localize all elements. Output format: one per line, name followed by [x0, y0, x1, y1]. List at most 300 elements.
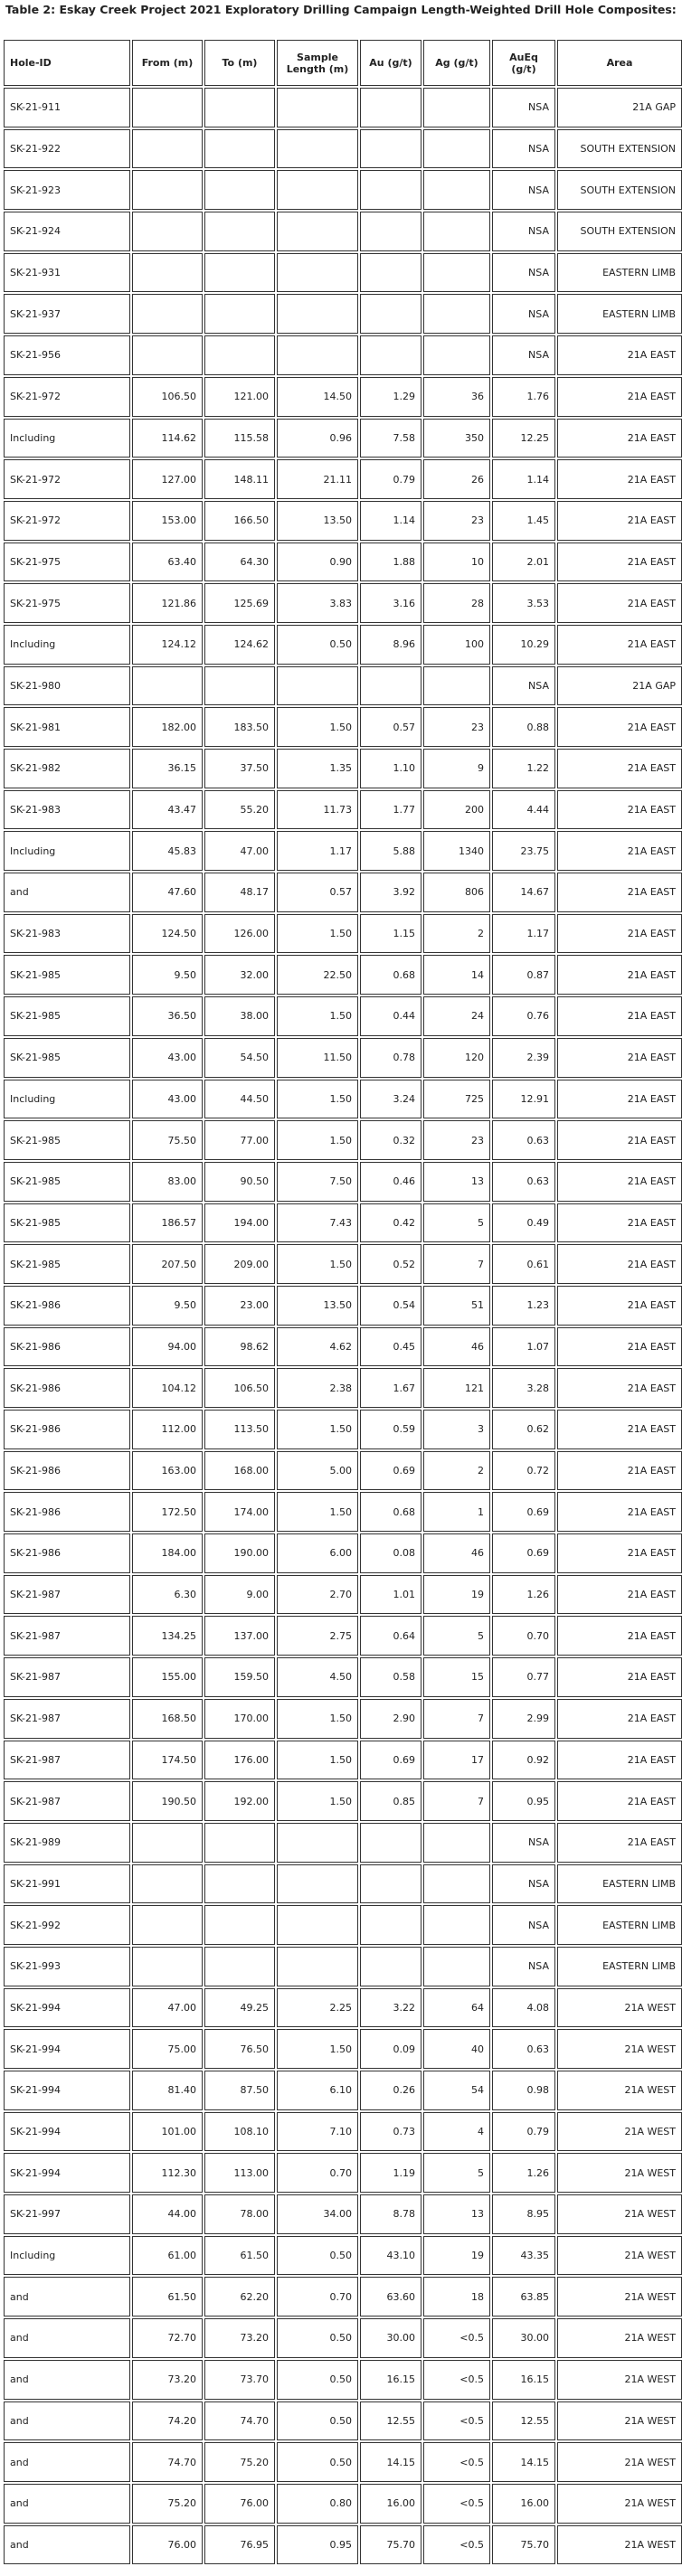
ag-cell: 5: [423, 2153, 490, 2193]
area-cell: 21A EAST: [557, 1616, 682, 1656]
from-cell: 127.00: [132, 459, 203, 499]
ag-cell: 26: [423, 459, 490, 499]
aueq-cell: 1.14: [492, 459, 555, 499]
ag-cell: 46: [423, 1327, 490, 1367]
sample-length-cell: [277, 666, 358, 706]
from-cell: [132, 335, 203, 375]
au-cell: 0.46: [360, 1162, 422, 1202]
sample-length-cell: 0.70: [277, 2153, 358, 2193]
au-cell: 1.67: [360, 1368, 422, 1408]
ag-cell: 1: [423, 1492, 490, 1532]
hole-id-cell: Including: [4, 831, 130, 871]
aueq-cell: 0.95: [492, 1781, 555, 1821]
aueq-cell: 0.98: [492, 2071, 555, 2110]
aueq-cell: NSA: [492, 129, 555, 169]
from-cell: 112.30: [132, 2153, 203, 2193]
hole-id-cell: SK-21-924: [4, 212, 130, 251]
ag-cell: [423, 1823, 490, 1863]
ag-cell: 54: [423, 2071, 490, 2110]
from-cell: 134.25: [132, 1616, 203, 1656]
hole-id-cell: and: [4, 2277, 130, 2317]
area-cell: EASTERN LIMB: [557, 1905, 682, 1945]
table-row: [4, 170, 682, 210]
sample-length-cell: 0.80: [277, 2484, 358, 2524]
table-row: [4, 1162, 682, 1202]
from-cell: 74.20: [132, 2401, 203, 2441]
from-cell: 43.00: [132, 1080, 203, 1119]
drill-hole-composites-table: [2, 38, 682, 2566]
table-row: [4, 996, 682, 1036]
sample-length-cell: 0.50: [277, 2442, 358, 2482]
area-cell: 21A EAST: [557, 335, 682, 375]
table-row: [4, 2029, 682, 2069]
hole-id-cell: SK-21-992: [4, 1905, 130, 1945]
ag-cell: <0.5: [423, 2318, 490, 2358]
area-cell: 21A EAST: [557, 1244, 682, 1284]
area-cell: 21A WEST: [557, 2153, 682, 2193]
table-row: [4, 914, 682, 954]
to-cell: 115.58: [204, 419, 275, 458]
ag-cell: [423, 129, 490, 169]
from-cell: 6.30: [132, 1575, 203, 1615]
ag-cell: 24: [423, 996, 490, 1036]
to-cell: 76.95: [204, 2525, 275, 2565]
ag-cell: <0.5: [423, 2525, 490, 2565]
from-cell: 184.00: [132, 1533, 203, 1573]
aueq-cell: 8.95: [492, 2194, 555, 2234]
ag-cell: 350: [423, 419, 490, 458]
table-row: [4, 335, 682, 375]
to-cell: 38.00: [204, 996, 275, 1036]
sample-length-cell: 1.50: [277, 1120, 358, 1160]
aueq-cell: NSA: [492, 1947, 555, 1986]
to-cell: 106.50: [204, 1368, 275, 1408]
sample-length-cell: [277, 129, 358, 169]
area-cell: 21A EAST: [557, 1410, 682, 1449]
from-cell: 47.00: [132, 1988, 203, 2028]
ag-cell: [423, 253, 490, 293]
area-cell: 21A EAST: [557, 1533, 682, 1573]
hole-id-cell: SK-21-985: [4, 1203, 130, 1243]
hole-id-cell: SK-21-994: [4, 2153, 130, 2193]
to-cell: [204, 88, 275, 127]
table-row: [4, 212, 682, 251]
au-cell: 1.01: [360, 1575, 422, 1615]
au-cell: 3.22: [360, 1988, 422, 2028]
au-cell: 0.44: [360, 996, 422, 1036]
area-cell: 21A EAST: [557, 914, 682, 954]
from-cell: 94.00: [132, 1327, 203, 1367]
aueq-cell: 12.91: [492, 1080, 555, 1119]
to-cell: 98.62: [204, 1327, 275, 1367]
au-cell: 8.96: [360, 625, 422, 665]
hole-id-cell: SK-21-975: [4, 583, 130, 623]
aueq-cell: NSA: [492, 170, 555, 210]
from-cell: 36.50: [132, 996, 203, 1036]
hole-id-cell: SK-21-994: [4, 2112, 130, 2152]
aueq-cell: 1.17: [492, 914, 555, 954]
aueq-cell: 75.70: [492, 2525, 555, 2565]
to-cell: [204, 1905, 275, 1945]
table-row: [4, 2442, 682, 2482]
from-cell: 106.50: [132, 377, 203, 417]
sample-length-cell: 1.17: [277, 831, 358, 871]
ag-cell: [423, 1905, 490, 1945]
table-row: [4, 2484, 682, 2524]
to-cell: [204, 1947, 275, 1986]
table-row: [4, 666, 682, 706]
sample-length-cell: [277, 1823, 358, 1863]
table-row: [4, 1368, 682, 1408]
table-row: [4, 543, 682, 582]
area-cell: 21A EAST: [557, 377, 682, 417]
to-cell: 209.00: [204, 1244, 275, 1284]
sample-length-cell: [277, 335, 358, 375]
aueq-cell: 0.79: [492, 2112, 555, 2152]
aueq-cell: 10.29: [492, 625, 555, 665]
to-cell: [204, 335, 275, 375]
table-row: [4, 1203, 682, 1243]
aueq-cell: 0.63: [492, 1162, 555, 1202]
table-row: [4, 1741, 682, 1780]
table-row: [4, 1988, 682, 2028]
sample-length-cell: 0.50: [277, 2360, 358, 2400]
au-cell: [360, 335, 422, 375]
ag-cell: 36: [423, 377, 490, 417]
from-cell: 9.50: [132, 955, 203, 995]
table-row: [4, 583, 682, 623]
au-cell: 0.69: [360, 1451, 422, 1491]
sample-length-cell: 2.38: [277, 1368, 358, 1408]
aueq-cell: 0.77: [492, 1657, 555, 1697]
to-cell: 23.00: [204, 1286, 275, 1326]
au-cell: 75.70: [360, 2525, 422, 2565]
hole-id-cell: SK-21-985: [4, 1244, 130, 1284]
sample-length-cell: 34.00: [277, 2194, 358, 2234]
from-cell: 121.86: [132, 583, 203, 623]
aueq-cell: 0.63: [492, 1120, 555, 1160]
from-cell: 168.50: [132, 1699, 203, 1739]
aueq-cell: 0.61: [492, 1244, 555, 1284]
aueq-cell: NSA: [492, 212, 555, 251]
header-sample-length: Sample Length (m): [277, 40, 358, 86]
to-cell: 124.62: [204, 625, 275, 665]
sample-length-cell: [277, 1947, 358, 1986]
area-cell: 21A WEST: [557, 2071, 682, 2110]
table-row: [4, 1492, 682, 1532]
au-cell: 0.78: [360, 1038, 422, 1078]
to-cell: 64.30: [204, 543, 275, 582]
table-row: [4, 1038, 682, 1078]
aueq-cell: 0.69: [492, 1533, 555, 1573]
au-cell: 43.10: [360, 2236, 422, 2276]
au-cell: 0.85: [360, 1781, 422, 1821]
au-cell: 0.32: [360, 1120, 422, 1160]
ag-cell: 23: [423, 707, 490, 747]
sample-length-cell: 1.50: [277, 1244, 358, 1284]
ag-cell: 18: [423, 2277, 490, 2317]
to-cell: 148.11: [204, 459, 275, 499]
sample-length-cell: 2.25: [277, 1988, 358, 2028]
from-cell: [132, 253, 203, 293]
to-cell: 49.25: [204, 1988, 275, 2028]
to-cell: 183.50: [204, 707, 275, 747]
from-cell: 75.00: [132, 2029, 203, 2069]
ag-cell: 806: [423, 873, 490, 912]
au-cell: 0.68: [360, 955, 422, 995]
hole-id-cell: SK-21-989: [4, 1823, 130, 1863]
au-cell: 0.26: [360, 2071, 422, 2110]
ag-cell: 5: [423, 1203, 490, 1243]
from-cell: [132, 212, 203, 251]
ag-cell: [423, 212, 490, 251]
ag-cell: 3: [423, 1410, 490, 1449]
au-cell: [360, 1905, 422, 1945]
area-cell: 21A EAST: [557, 1699, 682, 1739]
to-cell: 87.50: [204, 2071, 275, 2110]
au-cell: 1.29: [360, 377, 422, 417]
sample-length-cell: 5.00: [277, 1451, 358, 1491]
hole-id-cell: SK-21-931: [4, 253, 130, 293]
sample-length-cell: [277, 88, 358, 127]
ag-cell: [423, 1947, 490, 1986]
area-cell: 21A WEST: [557, 2484, 682, 2524]
from-cell: 124.50: [132, 914, 203, 954]
to-cell: 75.20: [204, 2442, 275, 2482]
au-cell: [360, 253, 422, 293]
au-cell: 3.92: [360, 873, 422, 912]
hole-id-cell: SK-21-991: [4, 1864, 130, 1904]
to-cell: 73.70: [204, 2360, 275, 2400]
from-cell: [132, 1947, 203, 1986]
ag-cell: 23: [423, 501, 490, 541]
hole-id-cell: SK-21-956: [4, 335, 130, 375]
au-cell: 16.15: [360, 2360, 422, 2400]
au-cell: [360, 212, 422, 251]
area-cell: 21A EAST: [557, 1327, 682, 1367]
header-to: To (m): [204, 40, 275, 86]
aueq-cell: 3.28: [492, 1368, 555, 1408]
hole-id-cell: SK-21-986: [4, 1327, 130, 1367]
sample-length-cell: [277, 212, 358, 251]
to-cell: 76.00: [204, 2484, 275, 2524]
aueq-cell: 14.67: [492, 873, 555, 912]
table-row: [4, 1286, 682, 1326]
area-cell: 21A EAST: [557, 996, 682, 1036]
table-row: [4, 790, 682, 830]
area-cell: 21A EAST: [557, 625, 682, 665]
hole-id-cell: Including: [4, 625, 130, 665]
to-cell: 32.00: [204, 955, 275, 995]
area-cell: SOUTH EXTENSION: [557, 170, 682, 210]
au-cell: 0.57: [360, 707, 422, 747]
ag-cell: <0.5: [423, 2442, 490, 2482]
hole-id-cell: and: [4, 2401, 130, 2441]
table-row: [4, 419, 682, 458]
table-row: [4, 1451, 682, 1491]
from-cell: 182.00: [132, 707, 203, 747]
hole-id-cell: SK-21-994: [4, 2071, 130, 2110]
to-cell: 55.20: [204, 790, 275, 830]
from-cell: 47.60: [132, 873, 203, 912]
au-cell: 0.45: [360, 1327, 422, 1367]
aueq-cell: 1.26: [492, 1575, 555, 1615]
hole-id-cell: SK-21-994: [4, 1988, 130, 2028]
from-cell: 186.57: [132, 1203, 203, 1243]
ag-cell: 15: [423, 1657, 490, 1697]
to-cell: 77.00: [204, 1120, 275, 1160]
from-cell: 207.50: [132, 1244, 203, 1284]
aueq-cell: NSA: [492, 335, 555, 375]
hole-id-cell: SK-21-985: [4, 1038, 130, 1078]
header-au: Au (g/t): [360, 40, 422, 86]
au-cell: 1.88: [360, 543, 422, 582]
sample-length-cell: 1.50: [277, 1410, 358, 1449]
area-cell: 21A EAST: [557, 583, 682, 623]
au-cell: [360, 666, 422, 706]
sample-length-cell: 2.75: [277, 1616, 358, 1656]
area-cell: SOUTH EXTENSION: [557, 212, 682, 251]
area-cell: 21A EAST: [557, 873, 682, 912]
area-cell: 21A EAST: [557, 1203, 682, 1243]
sample-length-cell: 13.50: [277, 1286, 358, 1326]
ag-cell: 13: [423, 2194, 490, 2234]
table-row: [4, 1864, 682, 1904]
sample-length-cell: 7.50: [277, 1162, 358, 1202]
table-row: [4, 2194, 682, 2234]
from-cell: 43.47: [132, 790, 203, 830]
hole-id-cell: SK-21-985: [4, 996, 130, 1036]
area-cell: 21A WEST: [557, 2360, 682, 2400]
hole-id-cell: SK-21-980: [4, 666, 130, 706]
hole-id-cell: and: [4, 2525, 130, 2565]
aueq-cell: 0.62: [492, 1410, 555, 1449]
sample-length-cell: 1.50: [277, 1080, 358, 1119]
sample-length-cell: 22.50: [277, 955, 358, 995]
from-cell: 74.70: [132, 2442, 203, 2482]
to-cell: [204, 294, 275, 334]
aueq-cell: 12.55: [492, 2401, 555, 2441]
sample-length-cell: 1.50: [277, 996, 358, 1036]
sample-length-cell: 0.95: [277, 2525, 358, 2565]
table-row: [4, 129, 682, 169]
table-row: [4, 625, 682, 665]
table-row: [4, 2236, 682, 2276]
ag-cell: 120: [423, 1038, 490, 1078]
hole-id-cell: SK-21-972: [4, 459, 130, 499]
au-cell: 0.68: [360, 1492, 422, 1532]
ag-cell: 100: [423, 625, 490, 665]
au-cell: 0.42: [360, 1203, 422, 1243]
au-cell: [360, 88, 422, 127]
to-cell: 9.00: [204, 1575, 275, 1615]
hole-id-cell: Including: [4, 2236, 130, 2276]
to-cell: 121.00: [204, 377, 275, 417]
ag-cell: 7: [423, 1781, 490, 1821]
from-cell: 9.50: [132, 1286, 203, 1326]
hole-id-cell: Including: [4, 419, 130, 458]
aueq-cell: 30.00: [492, 2318, 555, 2358]
to-cell: 170.00: [204, 1699, 275, 1739]
table-row: [4, 1823, 682, 1863]
aueq-cell: 0.63: [492, 2029, 555, 2069]
hole-id-cell: SK-21-987: [4, 1616, 130, 1656]
to-cell: [204, 253, 275, 293]
sample-length-cell: 0.50: [277, 2318, 358, 2358]
to-cell: [204, 212, 275, 251]
aueq-cell: NSA: [492, 666, 555, 706]
au-cell: 1.15: [360, 914, 422, 954]
table-row: [4, 2112, 682, 2152]
area-cell: 21A WEST: [557, 2401, 682, 2441]
table-row: [4, 831, 682, 871]
from-cell: 73.20: [132, 2360, 203, 2400]
to-cell: 90.50: [204, 1162, 275, 1202]
table-row: [4, 459, 682, 499]
area-cell: 21A EAST: [557, 1781, 682, 1821]
au-cell: 63.60: [360, 2277, 422, 2317]
sample-length-cell: 1.50: [277, 707, 358, 747]
from-cell: 75.20: [132, 2484, 203, 2524]
to-cell: 113.00: [204, 2153, 275, 2193]
to-cell: 125.69: [204, 583, 275, 623]
hole-id-cell: SK-21-987: [4, 1699, 130, 1739]
hole-id-cell: SK-21-983: [4, 914, 130, 954]
sample-length-cell: 0.50: [277, 2236, 358, 2276]
table-row: [4, 955, 682, 995]
to-cell: 76.50: [204, 2029, 275, 2069]
aueq-cell: 16.15: [492, 2360, 555, 2400]
area-cell: SOUTH EXTENSION: [557, 129, 682, 169]
aueq-cell: 0.49: [492, 1203, 555, 1243]
to-cell: 113.50: [204, 1410, 275, 1449]
from-cell: [132, 88, 203, 127]
area-cell: 21A EAST: [557, 1451, 682, 1491]
aueq-cell: 14.15: [492, 2442, 555, 2482]
sample-length-cell: 2.70: [277, 1575, 358, 1615]
from-cell: 76.00: [132, 2525, 203, 2565]
sample-length-cell: 1.50: [277, 2029, 358, 2069]
ag-cell: 7: [423, 1699, 490, 1739]
aueq-cell: 0.76: [492, 996, 555, 1036]
aueq-cell: 43.35: [492, 2236, 555, 2276]
ag-cell: 51: [423, 1286, 490, 1326]
au-cell: 1.10: [360, 749, 422, 788]
area-cell: 21A WEST: [557, 2525, 682, 2565]
table-row: [4, 377, 682, 417]
sample-length-cell: 7.43: [277, 1203, 358, 1243]
sample-length-cell: 1.50: [277, 1781, 358, 1821]
sample-length-cell: [277, 1864, 358, 1904]
table-row: [4, 253, 682, 293]
table-row: [4, 1657, 682, 1697]
ag-cell: 40: [423, 2029, 490, 2069]
aueq-cell: 0.72: [492, 1451, 555, 1491]
sample-length-cell: 1.50: [277, 1492, 358, 1532]
aueq-cell: NSA: [492, 253, 555, 293]
sample-length-cell: 3.83: [277, 583, 358, 623]
table-row: [4, 501, 682, 541]
from-cell: 83.00: [132, 1162, 203, 1202]
to-cell: 192.00: [204, 1781, 275, 1821]
au-cell: 0.52: [360, 1244, 422, 1284]
hole-id-cell: SK-21-986: [4, 1451, 130, 1491]
from-cell: 163.00: [132, 1451, 203, 1491]
aueq-cell: 2.99: [492, 1699, 555, 1739]
to-cell: 37.50: [204, 749, 275, 788]
hole-id-cell: SK-21-981: [4, 707, 130, 747]
au-cell: 0.58: [360, 1657, 422, 1697]
